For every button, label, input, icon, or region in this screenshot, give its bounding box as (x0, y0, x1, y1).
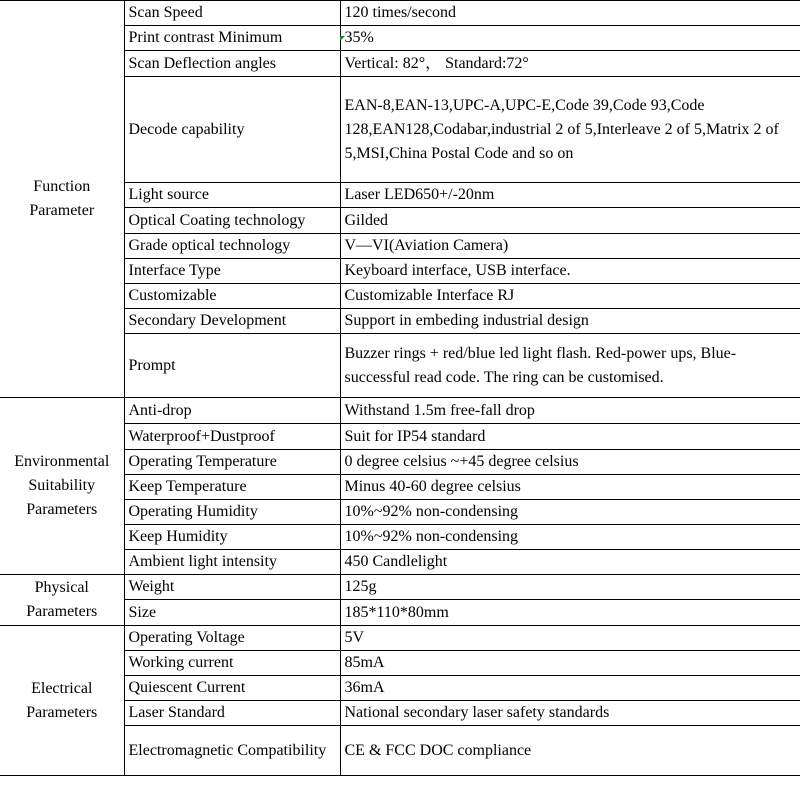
spec-value: 10%~92% non-condensing (340, 500, 800, 525)
group-physical-parameters: Physical Parameters (0, 575, 124, 626)
spec-label: Electromagnetic Compatibility (124, 726, 340, 776)
spec-value: 35% (340, 26, 800, 51)
spec-label: Operating Temperature (124, 450, 340, 475)
spec-label: Operating Humidity (124, 500, 340, 525)
spec-label: Laser Standard (124, 701, 340, 726)
spec-value: CE & FCC DOC compliance (340, 726, 800, 776)
spec-label: Scan Speed (124, 1, 340, 26)
spec-label: Operating Voltage (124, 626, 340, 651)
spec-value: 5V (340, 626, 800, 651)
spec-value: EAN-8,EAN-13,UPC-A,UPC-E,Code 39,Code 93,Code 128,EAN128,Codabar,industrial 2 of 5,Interleave 2 of 5,Matrix 2 of 5,MSI,China Postal Code and so on (340, 77, 800, 183)
spec-label: Size (124, 600, 340, 626)
spec-value: Customizable Interface RJ (340, 284, 800, 309)
spec-label: Customizable (124, 284, 340, 309)
spec-label: Keep Humidity (124, 525, 340, 550)
spec-value: 450 Candlelight (340, 550, 800, 575)
group-electrical-parameters: Electrical Parameters (0, 626, 124, 776)
spec-value: Vertical: 82°， Standard:72° (340, 51, 800, 77)
spec-label: Secondary Development (124, 309, 340, 334)
spec-label: Waterproof+Dustproof (124, 424, 340, 450)
spec-value: Buzzer rings + red/blue led light flash. Red-power ups, Blue-successful read code. The ring can be customised. (340, 334, 800, 398)
cell-marker (340, 36, 345, 41)
table-row (0, 575, 800, 600)
table-row (0, 398, 800, 424)
spec-label: Decode capability (124, 77, 340, 183)
spec-value: V—VI(Aviation Camera) (340, 234, 800, 259)
spec-value: Support in embeding industrial design (340, 309, 800, 334)
spec-label: Anti-drop (124, 398, 340, 424)
spec-value: 120 times/second (340, 1, 800, 26)
table-row (0, 1, 800, 26)
spec-label: Optical Coating technology (124, 208, 340, 234)
spec-value: Withstand 1.5m free-fall drop (340, 398, 800, 424)
spec-value: 185*110*80mm (340, 600, 800, 626)
spec-value: Gilded (340, 208, 800, 234)
spec-value: Keyboard interface, USB interface. (340, 259, 800, 284)
spec-label: Light source (124, 183, 340, 208)
spec-label: Quiescent Current (124, 676, 340, 701)
spec-label: Grade optical technology (124, 234, 340, 259)
spec-label: Scan Deflection angles (124, 51, 340, 77)
table-row (0, 626, 800, 651)
spec-value: 0 degree celsius ~+45 degree celsius (340, 450, 800, 475)
spec-value: Laser LED650+/-20nm (340, 183, 800, 208)
spec-label: Ambient light intensity (124, 550, 340, 575)
spec-label: Interface Type (124, 259, 340, 284)
group-environmental-suitability-parameters: Environmental Suitability Parameters (0, 398, 124, 575)
spec-value: 36mA (340, 676, 800, 701)
spec-label: Keep Temperature (124, 475, 340, 500)
spec-value: 10%~92% non-condensing (340, 525, 800, 550)
spec-label: Print contrast Minimum (124, 26, 340, 51)
spec-label: Weight (124, 575, 340, 600)
spec-value: Suit for IP54 standard (340, 424, 800, 450)
spec-label: Working current (124, 651, 340, 676)
group-function-parameter: Function Parameter (0, 1, 124, 398)
spec-value: 85mA (340, 651, 800, 676)
spec-label: Prompt (124, 334, 340, 398)
spec-value: National secondary laser safety standards (340, 701, 800, 726)
spec-value: 125g (340, 575, 800, 600)
spec-value: Minus 40-60 degree celsius (340, 475, 800, 500)
